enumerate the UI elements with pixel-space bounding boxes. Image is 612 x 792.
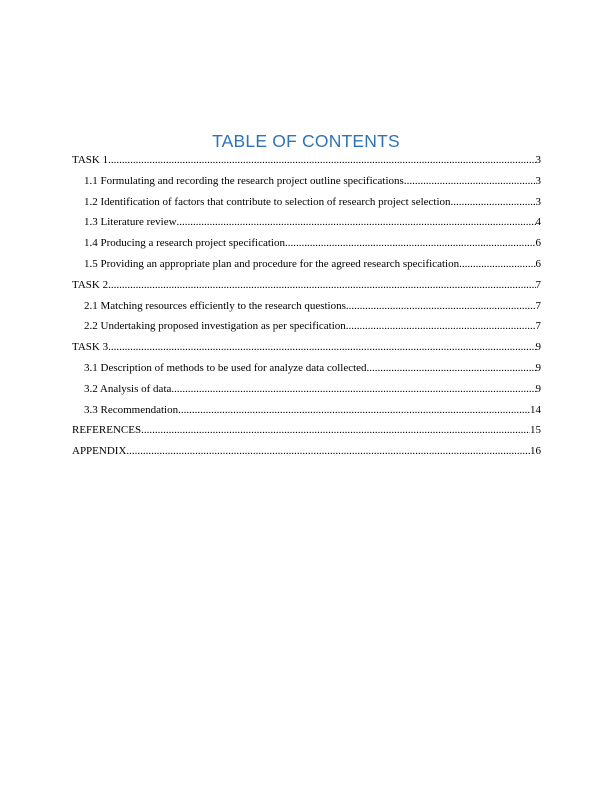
toc-entry-label: 1.5 Providing an appropriate plan and procedure for the agreed research specification <box>84 257 460 270</box>
toc-entry-1-1[interactable] <box>72 171 541 192</box>
toc-entry-3-1[interactable] <box>72 358 541 379</box>
toc-entry-label: 1.1 Formulating and recording the research project outline specifications <box>84 174 404 187</box>
toc-page-number: 7 <box>535 278 541 291</box>
toc-page-number: 6 <box>535 237 541 250</box>
toc-page-number: 7 <box>535 299 541 312</box>
toc-dot-leader <box>459 254 535 275</box>
toc-entry-label: 1.2 Identification of factors that contribute to selection of research project selection <box>84 195 451 208</box>
table-of-contents <box>72 150 541 462</box>
toc-page-number: 15 <box>530 424 541 437</box>
toc-entry-task-1[interactable] <box>72 150 541 171</box>
toc-page-number: 14 <box>530 403 541 416</box>
toc-entry-label: TASK 1 <box>72 154 109 166</box>
toc-dot-leader <box>126 441 530 462</box>
toc-dot-leader <box>346 316 536 337</box>
toc-entry-label: 3.2 Analysis of data <box>84 382 172 395</box>
toc-entry-references[interactable] <box>72 420 541 441</box>
toc-entry-label: TASK 2 <box>72 278 109 291</box>
toc-dot-leader <box>451 192 536 213</box>
toc-page-number: 16 <box>530 445 541 458</box>
toc-entry-label: 2.2 Undertaking proposed investigation as per specification <box>84 320 346 333</box>
toc-dot-leader <box>404 171 536 192</box>
toc-dot-leader <box>285 233 536 254</box>
toc-entry-2-1[interactable] <box>72 296 541 317</box>
toc-page-number: 6 <box>535 257 541 270</box>
toc-entry-3-2[interactable] <box>72 379 541 400</box>
toc-page-number: 7 <box>535 320 541 333</box>
toc-page-number: 3 <box>535 154 541 166</box>
toc-entry-label: 1.3 Literature review <box>84 216 177 229</box>
toc-entry-label: 2.1 Matching resources efficiently to the research questions <box>84 299 346 312</box>
toc-page-number: 3 <box>535 195 541 208</box>
toc-dot-leader <box>367 358 536 379</box>
toc-dot-leader <box>108 275 535 296</box>
toc-entry-3-3[interactable] <box>72 400 541 421</box>
toc-page-number: 3 <box>535 174 541 187</box>
toc-dot-leader <box>171 379 535 400</box>
toc-entry-label: 3.1 Description of methods to be used for analyze data collected <box>84 361 367 374</box>
toc-page-number: 4 <box>535 216 541 229</box>
toc-entry-task-2[interactable] <box>72 275 541 296</box>
toc-entry-1-3[interactable] <box>72 212 541 233</box>
toc-dot-leader <box>108 150 535 171</box>
toc-entry-label: TASK 3 <box>72 341 109 354</box>
toc-entry-appendix[interactable] <box>72 441 541 462</box>
toc-page-number: 9 <box>535 382 541 395</box>
toc-dot-leader <box>346 296 536 317</box>
toc-page-number: 9 <box>535 361 541 374</box>
toc-dot-leader <box>178 400 530 421</box>
toc-dot-leader <box>177 212 536 233</box>
toc-entry-1-2[interactable] <box>72 192 541 213</box>
toc-entry-1-5[interactable] <box>72 254 541 275</box>
toc-entry-2-2[interactable] <box>72 316 541 337</box>
toc-entry-label: REFERENCES <box>72 424 142 437</box>
toc-entry-label: 3.3 Recommendation <box>84 403 179 416</box>
toc-entry-label: APPENDIX <box>72 445 127 458</box>
toc-dot-leader <box>141 420 530 441</box>
toc-page-number: 9 <box>535 341 541 354</box>
toc-entry-1-4[interactable] <box>72 233 541 254</box>
toc-entry-label: 1.4 Producing a research project specification <box>84 237 285 250</box>
toc-title: TABLE OF CONTENTS <box>212 131 400 151</box>
toc-dot-leader <box>108 337 535 358</box>
toc-entry-task-3[interactable] <box>72 337 541 358</box>
